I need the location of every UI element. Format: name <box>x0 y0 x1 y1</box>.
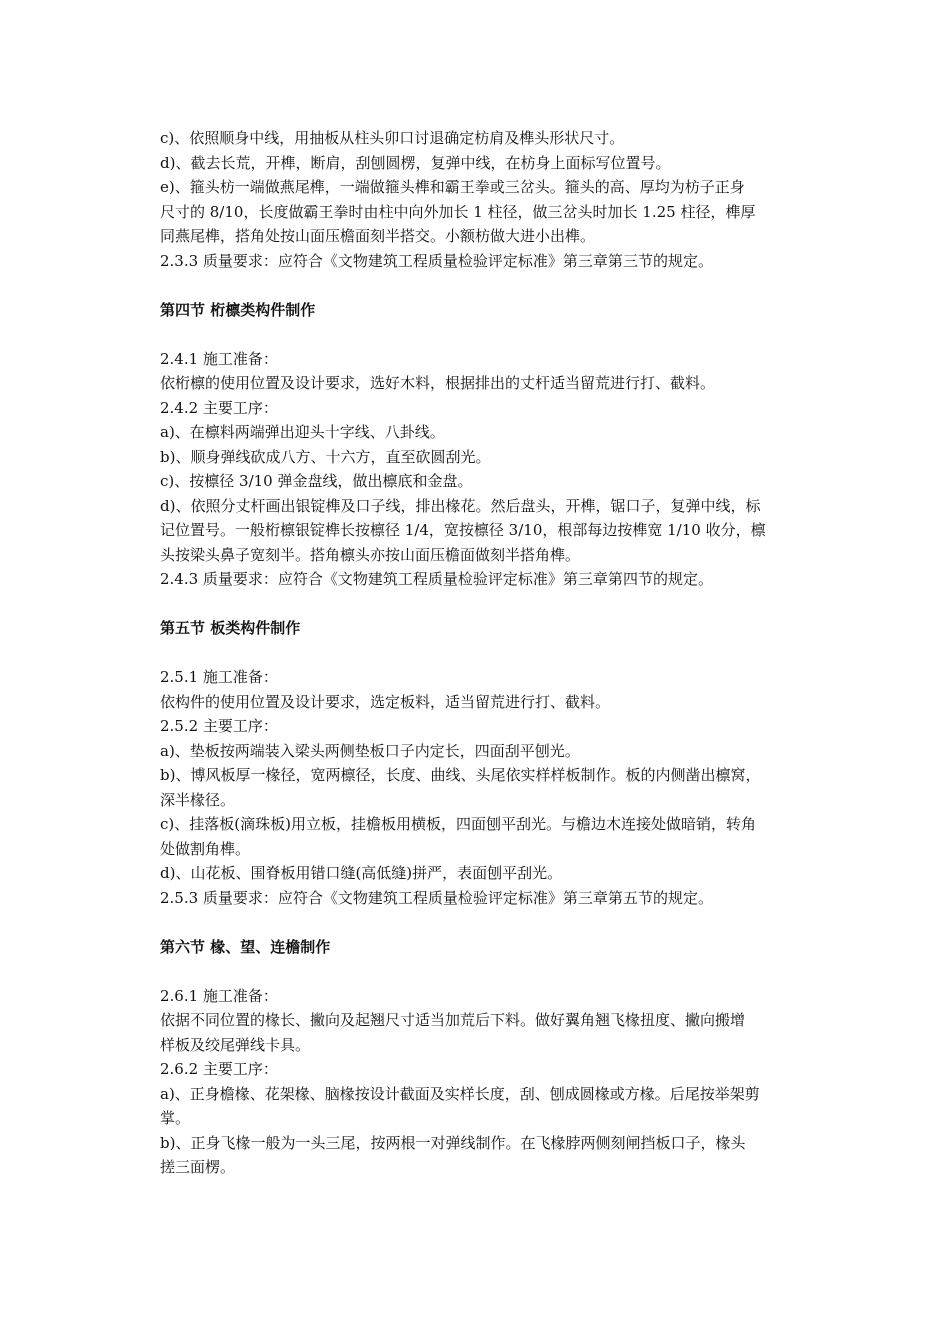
quality-2-4-3: 2.4.3 质量要求：应符合《文物建筑工程质量检验评定标准》第三章第四节的规定。 <box>160 570 713 588</box>
paragraph-2-4-a: a)、在檩料两端弹出迎头十字线、八卦线。 <box>160 423 445 441</box>
section-title-4: 第四节 桁檩类构件制作 <box>160 300 316 319</box>
paragraph-2-4-d-line3: 头按梁头鼻子宽刻半。搭角檩头亦按山面压檐面做刻半搭角榫。 <box>160 545 581 564</box>
paragraph-2-5-b-line2: 深半椽径。 <box>160 790 236 809</box>
paragraph-2-3-d: d)、截去长荒，开榫，断肩，刮刨圆楞，复弹中线，在枋身上面标写位置号。 <box>160 153 671 172</box>
paragraph-2-5-c-line1: c)、挂落板(滴珠板)用立板，挂檐板用横板，四面刨平刮光。与檐边木连接处做暗销，转角 <box>160 815 756 833</box>
subheading-2-4-2: 2.4.2 主要工序： <box>160 398 278 417</box>
paragraph-2-6-a-line1: a)、正身檐椽、花架椽、脑椽按设计截面及实样长度，刮、刨成圆椽或方椽。后尾按举架剪 <box>160 1084 760 1103</box>
paragraph-2-4-b: b)、顺身弹线砍成八方、十六方，直至砍圆刮光。 <box>160 447 491 466</box>
paragraph-2-3-e-line1: e)、箍头枋一端做燕尾榫，一端做箍头榫和霸王拳或三岔头。箍头的高、厚均为枋子正身 <box>160 178 745 196</box>
paragraph-2-3-e-line2: 尺寸的 8/10，长度做霸王拳时由柱中向外加长 1 柱径，做三岔头时加长 1.25 柱径，榫厚 <box>160 202 756 221</box>
paragraph-2-3-e-line3: 同燕尾榫，搭角处按山面压檐面刻半搭交。小额枋做大进小出榫。 <box>160 227 596 245</box>
paragraph-2-6-b-line1: b)、正身飞椽一般为一头三尾，按两根一对弹线制作。在飞椽脖两侧刻闸挡板口子，椽头 <box>160 1133 746 1152</box>
section-title-6: 第六节 椽、望、连檐制作 <box>160 937 331 956</box>
paragraph-2-4-d-line2: 记位置号。一般桁檩银锭榫长按檩径 1/4，宽按檩径 3/10，根部每边按榫宽 1/10 收分，檩 <box>160 521 766 539</box>
paragraph-2-5-d: d)、山花板、围脊板用错口缝(高低缝)拼严，表面刨平刮光。 <box>160 864 563 882</box>
subheading-2-5-2: 2.5.2 主要工序： <box>160 717 278 735</box>
quality-2-3-3: 2.3.3 质量要求：应符合《文物建筑工程质量检验评定标准》第三章第三节的规定。 <box>160 251 713 270</box>
subheading-2-4-1: 2.4.1 施工准备： <box>160 349 278 368</box>
paragraph-2-4-d-line1: d)、依照分丈杆画出银锭榫及口子线，排出椽花。然后盘头，开榫，锯口子，复弹中线，标 <box>160 496 761 515</box>
subheading-2-6-1: 2.6.1 施工准备： <box>160 986 278 1005</box>
paragraph-2-3-c: c)、依照顺身中线，用抽板从柱头卯口讨退确定枋肩及榫头形状尺寸。 <box>160 129 625 147</box>
paragraph-2-5-b-line1: b)、博风板厚一椽径，宽两檩径，长度、曲线、头尾依实样样板制作。板的内侧凿出檩窝， <box>160 766 761 784</box>
paragraph-2-5-a: a)、垫板按两端装入梁头两侧垫板口子内定长，四面刮平刨光。 <box>160 741 580 760</box>
paragraph-2-5-c-line2: 处做割角榫。 <box>160 839 251 858</box>
paragraph-2-6-a-line2: 掌。 <box>160 1109 191 1127</box>
quality-2-5-3: 2.5.3 质量要求：应符合《文物建筑工程质量检验评定标准》第三章第五节的规定。 <box>160 888 713 907</box>
paragraph-2-4-c: c)、按檩径 3/10 弹金盘线，做出檩底和金盘。 <box>160 472 473 490</box>
section-title-5: 第五节 板类构件制作 <box>160 619 301 637</box>
subheading-2-6-2: 2.6.2 主要工序： <box>160 1060 278 1078</box>
document-page <box>160 126 792 1180</box>
paragraph-2-6-1-line1: 依据不同位置的椽长、撇向及起翘尺寸适当加荒后下料。做好翼角翘飞椽扭度、撇向搬增 <box>160 1011 746 1029</box>
paragraph-2-5-1: 依构件的使用位置及设计要求，选定板料，适当留荒进行打、截料。 <box>160 692 611 711</box>
paragraph-2-4-1: 依桁檩的使用位置及设计要求，选好木料，根据排出的丈杆适当留荒进行打、截料。 <box>160 374 716 392</box>
subheading-2-5-1: 2.5.1 施工准备： <box>160 668 278 686</box>
paragraph-2-6-1-line2: 样板及绞尾弹线卡具。 <box>160 1035 311 1054</box>
paragraph-2-6-b-line2: 搓三面楞。 <box>160 1158 236 1176</box>
